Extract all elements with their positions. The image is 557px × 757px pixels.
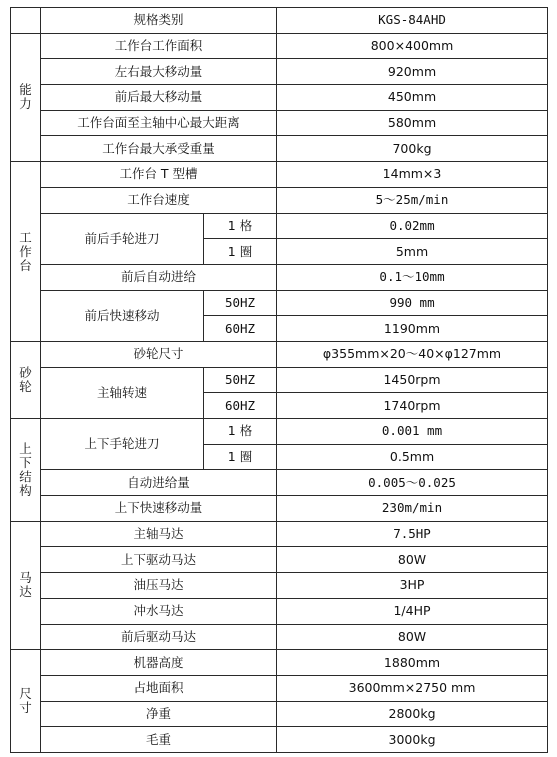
spec-value: 1880mm <box>277 650 548 676</box>
table-row <box>11 162 548 188</box>
spec-label: 主轴转速 <box>41 367 204 418</box>
spec-value: 3HP <box>277 573 548 599</box>
spec-label: 冲水马达 <box>41 598 277 624</box>
group-vertical: 上下结构 <box>11 419 41 522</box>
spec-sub-label: 50HZ <box>204 290 277 316</box>
spec-label: 工作台最大承受重量 <box>41 136 277 162</box>
spec-value: 230m/min <box>277 496 548 522</box>
table-row <box>11 136 548 162</box>
group-size: 尺寸 <box>11 650 41 753</box>
spec-value: 80W <box>277 547 548 573</box>
group-motor: 马达 <box>11 521 41 649</box>
spec-value: 1/4HP <box>277 598 548 624</box>
spec-label: 占地面积 <box>41 675 277 701</box>
spec-label: 上下快速移动量 <box>41 496 277 522</box>
spec-value: 450mm <box>277 85 548 111</box>
table-row <box>11 573 548 599</box>
spec-label: 净重 <box>41 701 277 727</box>
table-row <box>11 624 548 650</box>
spec-value: 0.5mm <box>277 444 548 470</box>
header-model: KGS-84AHD <box>277 8 548 34</box>
spec-label: 前后驱动马达 <box>41 624 277 650</box>
spec-value: 7.5HP <box>277 521 548 547</box>
spec-label: 工作台 T 型槽 <box>41 162 277 188</box>
spec-label: 上下驱动马达 <box>41 547 277 573</box>
spec-label: 左右最大移动量 <box>41 59 277 85</box>
table-row <box>11 290 548 316</box>
table-row <box>11 598 548 624</box>
spec-sub-label: 1 格 <box>204 213 277 239</box>
spec-table <box>10 7 548 753</box>
table-row <box>11 727 548 753</box>
table-row <box>11 650 548 676</box>
spec-value: 0.02mm <box>277 213 548 239</box>
table-row <box>11 264 548 290</box>
table-row <box>11 367 548 393</box>
spec-value: φ355mm×20～40×φ127mm <box>277 341 548 367</box>
spec-label: 主轴马达 <box>41 521 277 547</box>
spec-sub-label: 60HZ <box>204 316 277 342</box>
table-row <box>11 110 548 136</box>
spec-value: 3000kg <box>277 727 548 753</box>
table-row <box>11 701 548 727</box>
spec-sub-label: 1 圈 <box>204 239 277 265</box>
table-row <box>11 470 548 496</box>
table-row <box>11 675 548 701</box>
group-worktable: 工作台 <box>11 162 41 342</box>
table-row <box>11 59 548 85</box>
header-blank-cell <box>11 8 41 34</box>
spec-value: 2800kg <box>277 701 548 727</box>
spec-label: 油压马达 <box>41 573 277 599</box>
table-row <box>11 496 548 522</box>
spec-value: 5～25m/min <box>277 187 548 213</box>
spec-value: 1740rpm <box>277 393 548 419</box>
table-row <box>11 85 548 111</box>
spec-label: 前后快速移动 <box>41 290 204 341</box>
group-capacity: 能力 <box>11 33 41 161</box>
spec-label: 机器高度 <box>41 650 277 676</box>
header-label: 规格类别 <box>41 8 277 34</box>
spec-value: 700kg <box>277 136 548 162</box>
spec-sub-label: 60HZ <box>204 393 277 419</box>
spec-label: 工作台面至主轴中心最大距离 <box>41 110 277 136</box>
table-row <box>11 521 548 547</box>
spec-value: 580mm <box>277 110 548 136</box>
spec-label: 自动进给量 <box>41 470 277 496</box>
spec-label: 工作台速度 <box>41 187 277 213</box>
spec-sheet <box>10 7 547 748</box>
spec-label: 上下手轮进刀 <box>41 419 204 470</box>
spec-label: 前后手轮进刀 <box>41 213 204 264</box>
spec-value: 990 mm <box>277 290 548 316</box>
table-row <box>11 419 548 445</box>
spec-value: 0.005～0.025 <box>277 470 548 496</box>
spec-value: 80W <box>277 624 548 650</box>
table-row <box>11 341 548 367</box>
table-row-header <box>11 8 548 34</box>
spec-sub-label: 50HZ <box>204 367 277 393</box>
group-wheel: 砂轮 <box>11 341 41 418</box>
spec-sub-label: 1 圈 <box>204 444 277 470</box>
spec-value: 5mm <box>277 239 548 265</box>
spec-value: 920mm <box>277 59 548 85</box>
spec-value: 800×400mm <box>277 33 548 59</box>
spec-label: 毛重 <box>41 727 277 753</box>
spec-label: 前后自动进给 <box>41 264 277 290</box>
spec-value: 14mm×3 <box>277 162 548 188</box>
table-row <box>11 213 548 239</box>
spec-value: 0.1～10mm <box>277 264 548 290</box>
table-row <box>11 33 548 59</box>
table-row <box>11 547 548 573</box>
spec-label: 工作台工作面积 <box>41 33 277 59</box>
spec-value: 1190mm <box>277 316 548 342</box>
spec-sub-label: 1 格 <box>204 419 277 445</box>
spec-label: 砂轮尺寸 <box>41 341 277 367</box>
table-row <box>11 187 548 213</box>
spec-label: 前后最大移动量 <box>41 85 277 111</box>
spec-value: 3600mm×2750 mm <box>277 675 548 701</box>
spec-value: 1450rpm <box>277 367 548 393</box>
spec-value: 0.001 mm <box>277 419 548 445</box>
